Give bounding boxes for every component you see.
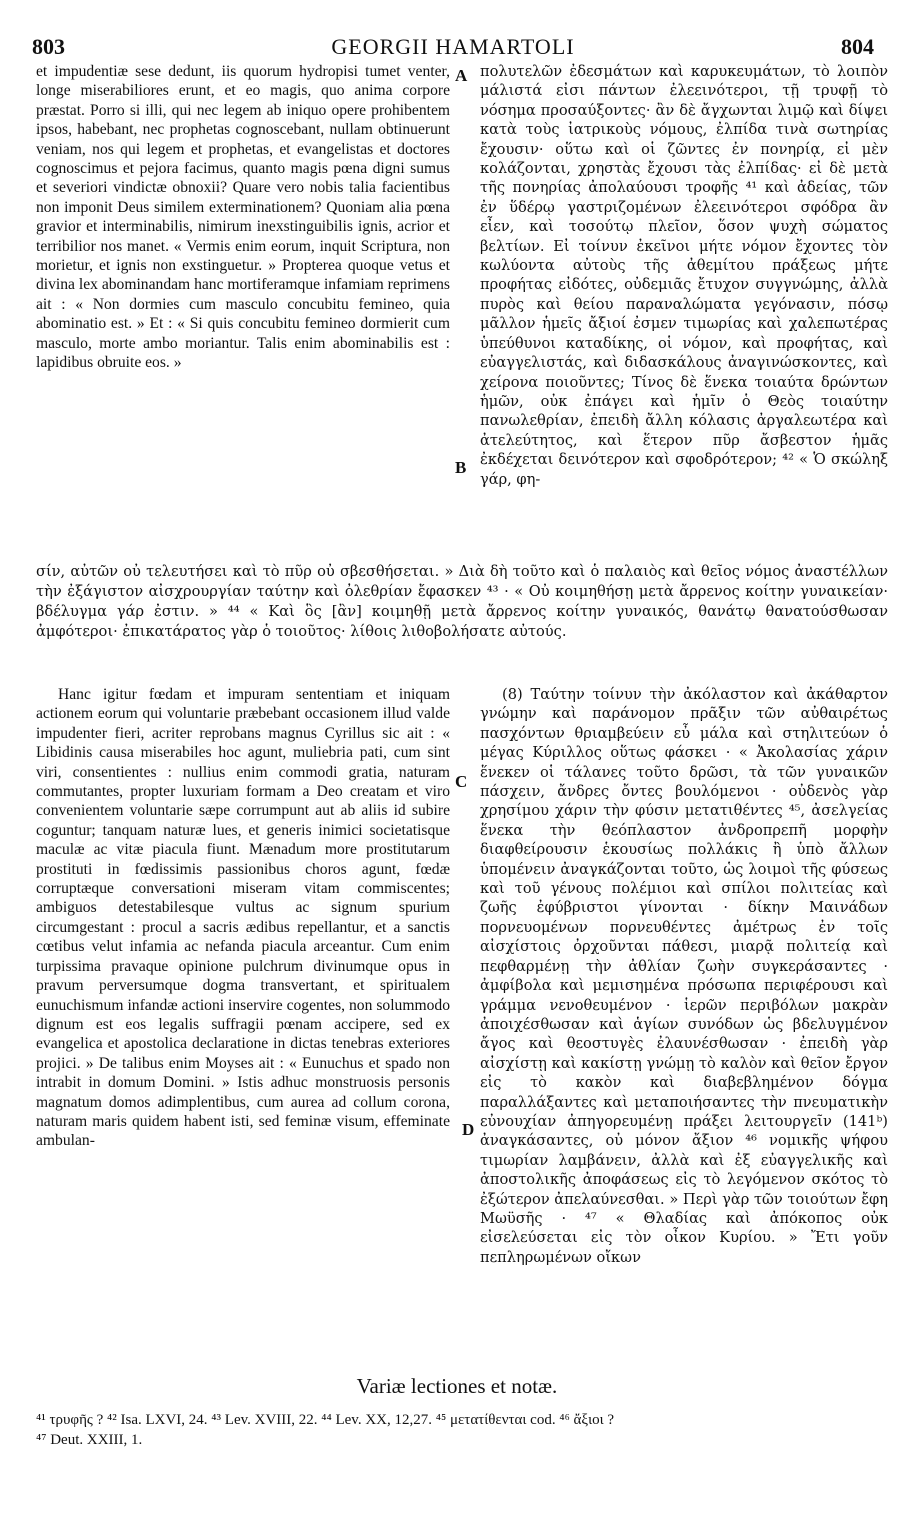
greek-paragraph: (8) Ταύτην τοίνυν τὴν ἀκόλαστον καὶ ἀκάθαρτον γνώμην καὶ παράνομον πρᾶξιν τῶν αὐθαιρέτως πασχόντων θριαμβεύειν εὖ μάλα καὶ στηλιτεύων ὁ μέγας Κύριλλος οὕτως φάσκει · « Ἀκολασίας χάριν ἕνεκεν οἱ τάλανες τοῦτο δρῶσι, τὰ τῶν γυναικῶν πάσχειν, ἄνδρες ὄντες βουλόμενοι · οὐδενὸς γὰρ χρησίμου χάριν τὴν φύσιν μετατιθέντες ⁴⁵, ἀσελγείας ἕνεκα τὴν θεόπλαστον ἀνδροπρεπῆ μορφὴν διαφθείρουσιν ἑκουσίως πολλάκις ἢ ὑπὸ ἄλλων ὑπομένειν ἀναγκάζονται τοῦτο, ὡς λοιμοὶ τῆς φύσεως καὶ τοῦ γένους πολέμιοι καὶ σπίλοι πολιτείας καὶ ζωῆς ἐφύβριστοι γίνονται · δίκην Μαινάδων πορνευομένων πορνευθέντες ἀμέτρως ἐν τοῖς αἰσχίστοις ὀρχοῦνται πάθεσι, μιαρᾷ πολιτείᾳ καὶ πεφθαρμένῃ τὴν ἀθλίαν ζωὴν συγκεράσαντες · ἀμφίβολα καὶ μεμισημένα πρόσωπα περιφέρουσι καὶ γράμμα νενοθευμένον · ἱερῶν περιβόλων μακρὰν ἀποιχέσθωσαν καὶ ἁγίων συνόδων ὡς βδελυγμένον ἄγος καὶ θεοστυγὲς ἐλαυνέσθωσαν · ἐπειδὴ γὰρ αἰσχίστῃ καὶ κακίστῃ γνώμῃ τὸ καλὸν καὶ θεῖον ἔργον εἰς τὸ κακὸν καὶ διαβεβλημένον δόγμα παραλλάξαντες καὶ μεταποιήσαντες τὴν πνευματικὴν εὐνουχίαν ἀπηγορευμένῃ πράξει λειτουργεῖν (141ᵇ) ἀναγκάσαντες, οὐ μόνον ἄξιον ⁴⁶ νομικῆς ψήφου τιμωρίαν λαμβάνειν, ἀλλὰ καὶ ἐξ εὐαγγελικῆς καὶ ἀποστολικῆς ἀποφάσεως εἰς τὸ λεγόμενον σκότος τὸ ἐξώτερον ἀπελαύνεσθαι. » Περὶ γὰρ τῶν τοιούτων ἔφη Μωϋσῆς · ⁴⁷ « Θλαδίας καὶ ἀπόκοπος οὐκ εἰσελεύσεται εἰς τὸν οἶκον Κυρίου. » Ἔτι γοῦν πεπληρωμένων οἴκων — [480, 686, 888, 1266]
notes-title: Variæ lectiones et notæ. — [356, 1374, 558, 1398]
greek-fullwidth-paragraph: σίν, αὐτῶν οὐ τελευτήσει καὶ τὸ πῦρ οὐ σβεσθήσεται. » Διὰ δὴ τοῦτο καὶ ὁ παλαιὸς καὶ θεῖος νόμος ἀναστέλλων τὴν ἐξάγιστον αἰσχρουργίαν ταύτην καὶ ὀλεθρίαν ἔφασκεν ⁴³ · « Οὐ κοιμηθήσῃ μετὰ ἄρρενος κοίτην γυναικείαν· βδέλυγμα γάρ ἐστιν. » ⁴⁴ « Καὶ ὃς [ἂν] κοιμηθῇ μετὰ ἄρρενος κοίτην γυναικός, θανάτῳ θανατούσθωσαν ἀμφότεροι· ἐπικατάρατος γὰρ ὁ τοιοῦτος· λίθοις λιθοβολήσατε αὐτούς. — [36, 563, 888, 640]
right-page-number: 804 — [841, 34, 874, 59]
greek-column-bottom — [480, 685, 888, 1267]
margin-marker-b: B — [455, 458, 467, 477]
page-header — [32, 30, 874, 64]
margin-marker-c: C — [455, 772, 468, 791]
latin-paragraph: et impudentiæ sese dedunt, iis quorum hydropisi tumet venter, longe miserabiliores erunt, et eo magis, quo anima corpore præstat. Porro si illi, qui nec legem ab iniquo opere prohibentem ipsos, habebant, nec prophetas cognoscebant, nullam obtinuerunt veniam, nos qui legem et prophetas, et evangelistas et doctores cognoscimus et pejora facimus, quanto magis pœna digni sumus et severiori vindictæ obnoxii? Quare vero nobis talia facientibus non imponit Deus similem exterminationem? Quoniam alia pœna gravior et interminabilis, nimirum inexstinguibilis ignis, acrior et terribilior nos manet. « Vermis enim eorum, inquit Scriptura, non morietur, et ignis non exstinguetur. » Propterea quoque vetus et divina lex abominandam hanc mortiferamque infamiam reprimens ait : « Non dormies cum masculo concubitu femineo, quia abominatio est. » Et : « Si quis concubitu femineo dormierit cum masculo, morte ambo moriantur. Talis enim abominabilis est : lapidibus obruite eos. » — [36, 63, 450, 372]
greek-fullwidth-text — [36, 562, 888, 642]
footnote-line: ⁴⁷ Deut. XXIII, 1. — [36, 1432, 143, 1448]
latin-paragraph: Hanc igitur fœdam et impuram sententiam et iniquam actionem eorum qui voluntarie præbebant occasionem illud valde impudenter fieri, acriter reprobans magnus Cyrillus sic ait : « Libidinis causa miserabiles hoc agunt, muliebria pati, cum sint viri, consentientes : nullius enim commodi gratia, naturam commutantes, propter luxuriam formam a Deo creatam et viro convenientem voluntarie sæpe corrumpunt aut ab aliis id subire coguntur; tanquam naturæ lues, et generis inimici societatisque maculæ ac vitæ piacula fiunt. Mænadum more prostitutarum prostituti in fœdissimis passionibus choros agunt, fœdæ corruptæque conversationi miseram vitam commiscentes; ambiguos detestabilesque vultus ac signum spurium circumgestant : procul a sacris ædibus repellantur, et a sanctis cœtibus velut infamia ac nefanda piacula arceantur. Cum enim turpissima pravaque opinione pulchrum divinumque opus in pravum perversumque dogma transvertant, et spiritualem eunuchismum infandæ actioni inservire cogentes, non solummodo dignum est eos legalis suffragii pœnam accipere, sed ex evangelica et apostolica declaratione in dictas tenebras exteriores projici. » De talibus enim Moyses ait : « Eunuchus et spado non intrabit in domum Domini. » Istis adhuc monstruosis personis magnatum domos adimplentibus, cum aurea ad collum corona, naturam maris quidem habent isti, sed feminæ visum, effeminate ambulan- — [36, 686, 450, 1150]
margin-marker-d: D — [462, 1120, 475, 1139]
greek-paragraph: πολυτελῶν ἐδεσμάτων καὶ καρυκευμάτων, τὸ λοιπὸν μάλιστά εἰσι πάντων ἐλεεινότεροι, τῇ τρυφῇ τὸ νόσημα προσαύξοντες· ἂν δὲ ἄγχωνται λιμῷ καὶ δίψει κατὰ τοὺς ἰατρικοὺς νόμους, ἐλπίδα τινὰ σωτηρίας ἔχουσιν· οὕτω καὶ οἱ ζῶντες ἐν πονηρίᾳ, εἰ μὲν κολάζονται, χρηστὰς ἔχουσι τὰς ἐλπίδας· εἰ δὲ μετὰ τῆς πονηρίας ἀπολαύουσι τροφῆς ⁴¹ καὶ ἀδείας, τῶν ἐν ὕδέρῳ γαστριζομένων ἐλεεινότεροι σφόδρα ἂν εἶεν, καὶ τοσούτῳ πλεῖον, ὅσον ψυχὴ σώματος βελτίων. Εἰ τοίνυν ἐκεῖνοι μήτε νόμον ἔχοντες τὸν κωλύοντα αὐτοὺς τῆς ἀθεμίτου πράξεως μήτε προφήτας εἰδότες, οὐδεμιᾶς ἔτυχον συγγνώμης, ἀλλὰ πυρὸς καὶ θείου παραναλώματα γεγόνασιν, πόσῳ μᾶλλον ἡμεῖς ἄξιοί ἐσμεν τιμωρίας καὶ χαλεπωτέρας ὑπεύθυνοι καταδίκης, οἱ νόμον, καὶ προφήτας, καὶ εὐαγγελιστάς, καὶ διδασκάλους ἀναγινώσκοντες, καὶ χείρονα ποιοῦντες; Τίνος δὲ ἕνεκα τοιαύτα δρώντων ἡμῶν, οὐκ ἐπάγει καὶ ἡμῖν ὁ Θεὸς τοιαύτην πανωλεθρίαν, ἐπειδὴ ἄλλη κόλασις ἀργαλεωτέρα καὶ ἀτελεύτητος, καὶ ἕτερον πῦρ ἄσβεστον ἡμᾶς ἐκδέχεται δεινότερον καὶ σφοδρότερον; ⁴² « Ὁ σκώληξ γάρ, φη- — [480, 63, 888, 488]
left-page-number: 803 — [32, 34, 65, 59]
latin-column-top — [36, 62, 450, 373]
footnote-line: ⁴¹ τρυφῆς ? ⁴² Isa. LXVI, 24. ⁴³ Lev. XVIII, 22. ⁴⁴ Lev. XX, 12,27. ⁴⁵ μετατίθενται cod. ⁴⁶ ἄξιοι ? — [36, 1412, 615, 1428]
running-title: GEORGII HAMARTOLI — [331, 34, 575, 59]
latin-column-bottom — [36, 685, 450, 1151]
greek-column-top — [480, 62, 888, 489]
margin-marker-a: A — [455, 66, 468, 85]
footnotes — [36, 1410, 888, 1450]
